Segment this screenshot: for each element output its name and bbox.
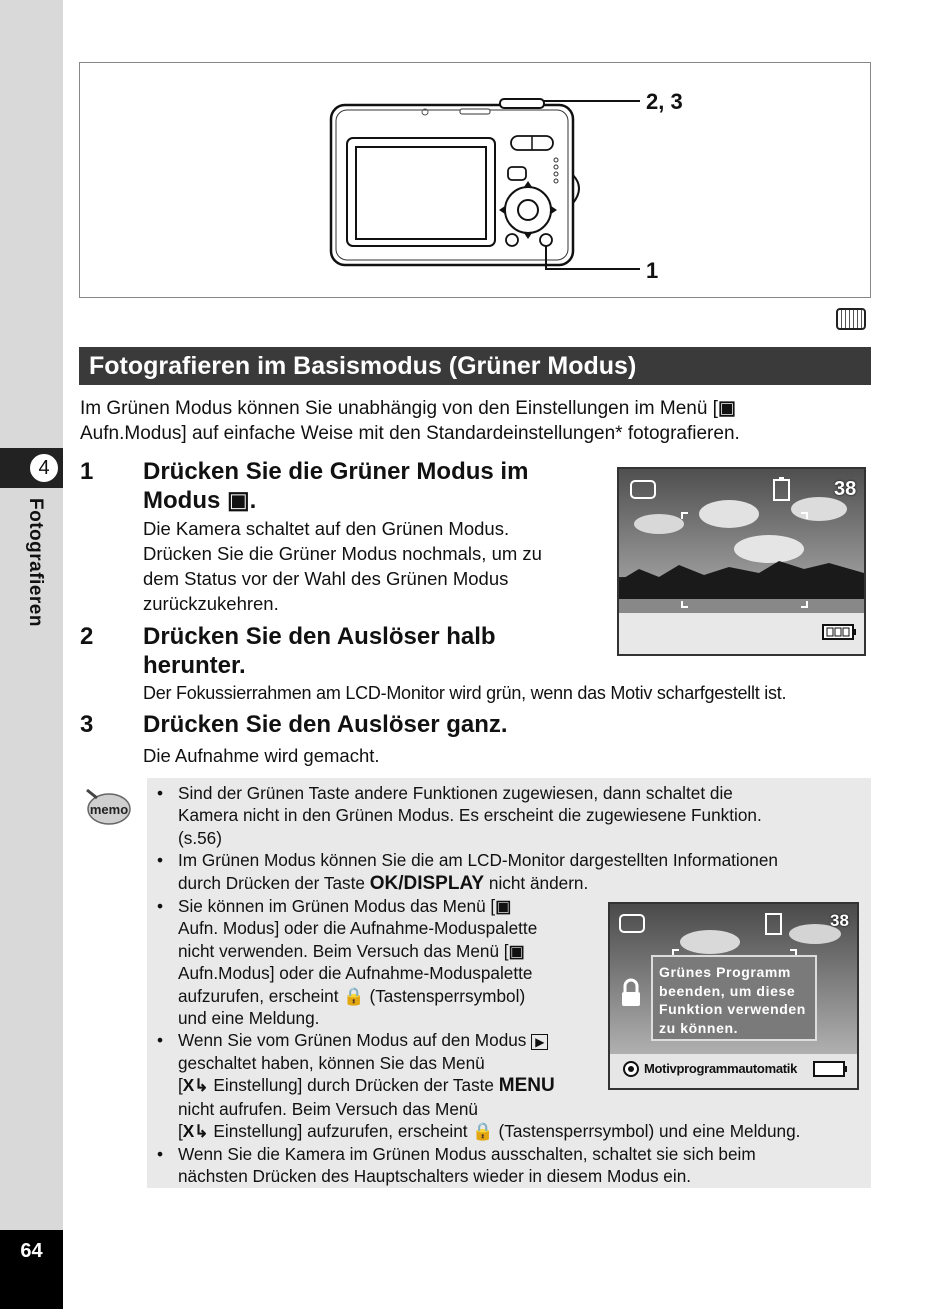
playback-icon: ▶ <box>531 1034 548 1050</box>
setup-menu-icon: Χ↳ <box>182 1075 209 1096</box>
step-3-heading: Drücken Sie den Auslöser ganz. <box>143 711 508 738</box>
memo-item: • Im Grünen Modus können Sie die am LCD-Monitor dargestellten Informationen durch Drücken der Taste OK/DISPLAY nicht ändern. <box>157 849 867 895</box>
lock-icon: 🔒 <box>472 1121 494 1142</box>
callout-1: 1 <box>646 258 659 283</box>
lcd-shots-remaining: 38 <box>834 478 857 500</box>
lock-icon: 🔒 <box>343 985 365 1006</box>
camera-icon: ▣ <box>508 940 525 961</box>
memo-item: • Wenn Sie vom Grünen Modus auf den Modus ▶ geschaltet haben, können Sie das Menü [Χ↳ Einstellung] durch Drücken der Taste MENU nicht aufrufen. Beim Versuch das Menü [Χ↳ Einstellung] aufzurufen, erscheint 🔒 (Tastensperrsymbol) und eine Meldung. <box>157 1029 867 1142</box>
step-1-heading <box>143 457 528 515</box>
callout-2-3: 2, 3 <box>646 89 683 114</box>
memo-icon-label: memo <box>89 802 129 817</box>
menu-key: MENU <box>498 1075 555 1097</box>
step-2-heading <box>143 622 496 680</box>
lcd-monitor-preview <box>617 467 866 656</box>
step-1-body <box>143 516 603 616</box>
section-title: Fotografieren im Basismodus (Grüner Modus) <box>89 352 637 380</box>
camera-icon: ▣ <box>495 896 512 917</box>
step-1-heading-line-2: Modus <box>143 487 227 514</box>
setup-menu-icon: Χ↳ <box>182 1121 209 1142</box>
camera-mode-icon: ▣. <box>227 487 257 514</box>
step-2-body: Der Fokussierrahmen am LCD-Monitor wird grün, wenn das Motiv scharfgestellt ist. <box>143 683 787 703</box>
memo-item: • Sie können im Grünen Modus das Menü [▣ Aufn. Modus] oder die Aufnahme-Moduspalette nicht verwenden. Beim Versuch das Menü [▣ Aufn.Modus] oder die Aufnahme-Moduspalette aufzurufen, erscheint 🔒 (Tastensperrsymbol) und eine Meldung. <box>157 895 867 1029</box>
step-1-body-line: dem Status vor der Wahl des Grünen Modus <box>143 568 509 589</box>
camera-icon: ▣ <box>717 398 736 419</box>
lcd-monitor-locked-message <box>608 902 859 1090</box>
step-3-body: Die Aufnahme wird gemacht. <box>143 745 380 766</box>
memo-icon <box>83 786 131 826</box>
lcd-lock-message: Grünes Programm beenden, um diese Funktion verwenden zu können. <box>659 964 806 1036</box>
step-1-body-line: zurückzukehren. <box>143 593 279 614</box>
memo-item: • Wenn Sie die Kamera im Grünen Modus ausschalten, schaltet sie sich beim nächsten Drücken des Hauptschalters wieder in diesem Modus ein. <box>157 1143 867 1188</box>
step-2-number: 2 <box>80 623 94 650</box>
page-number: 64 <box>20 1240 43 1262</box>
step-3-number: 3 <box>80 711 94 738</box>
camera-back-illustration <box>80 63 872 299</box>
ok-display-key: OK/DISPLAY <box>369 872 485 894</box>
lcd-status-text: Motivprogrammautomatik <box>644 1061 798 1076</box>
intro-line-1: Im Grünen Modus können Sie unabhängig von den Einstellungen im Menü [ <box>80 398 718 419</box>
green-mode-icon <box>836 308 866 330</box>
chapter-sidebar <box>0 0 63 1309</box>
memo-item: • Sind der Grünen Taste andere Funktionen zugewiesen, dann schaltet die Kamera nicht in den Grünen Modus. Es erscheint die zugewiesene Funktion. (s.56) <box>157 782 867 849</box>
step-1-number: 1 <box>80 458 94 485</box>
step-1-heading-line-1: Drücken Sie die Grüner Modus im <box>143 458 529 485</box>
intro-line-2: Aufn.Modus] auf einfache Weise mit den Standardeinstellungen* fotografieren. <box>80 423 740 444</box>
intro-text <box>80 396 870 446</box>
lcd-shots-remaining: 38 <box>830 911 849 930</box>
chapter-number: 4 <box>28 452 60 484</box>
step-1-body-line: Drücken Sie die Grüner Modus nochmals, um zu <box>143 543 542 564</box>
chapter-label: Fotografieren <box>25 498 46 627</box>
step-1-body-line: Die Kamera schaltet auf den Grünen Modus. <box>143 518 510 539</box>
step-2-heading-line-2: herunter. <box>143 652 246 679</box>
camera-figure <box>79 62 871 298</box>
step-2-heading-line-1: Drücken Sie den Auslöser halb <box>143 623 496 650</box>
